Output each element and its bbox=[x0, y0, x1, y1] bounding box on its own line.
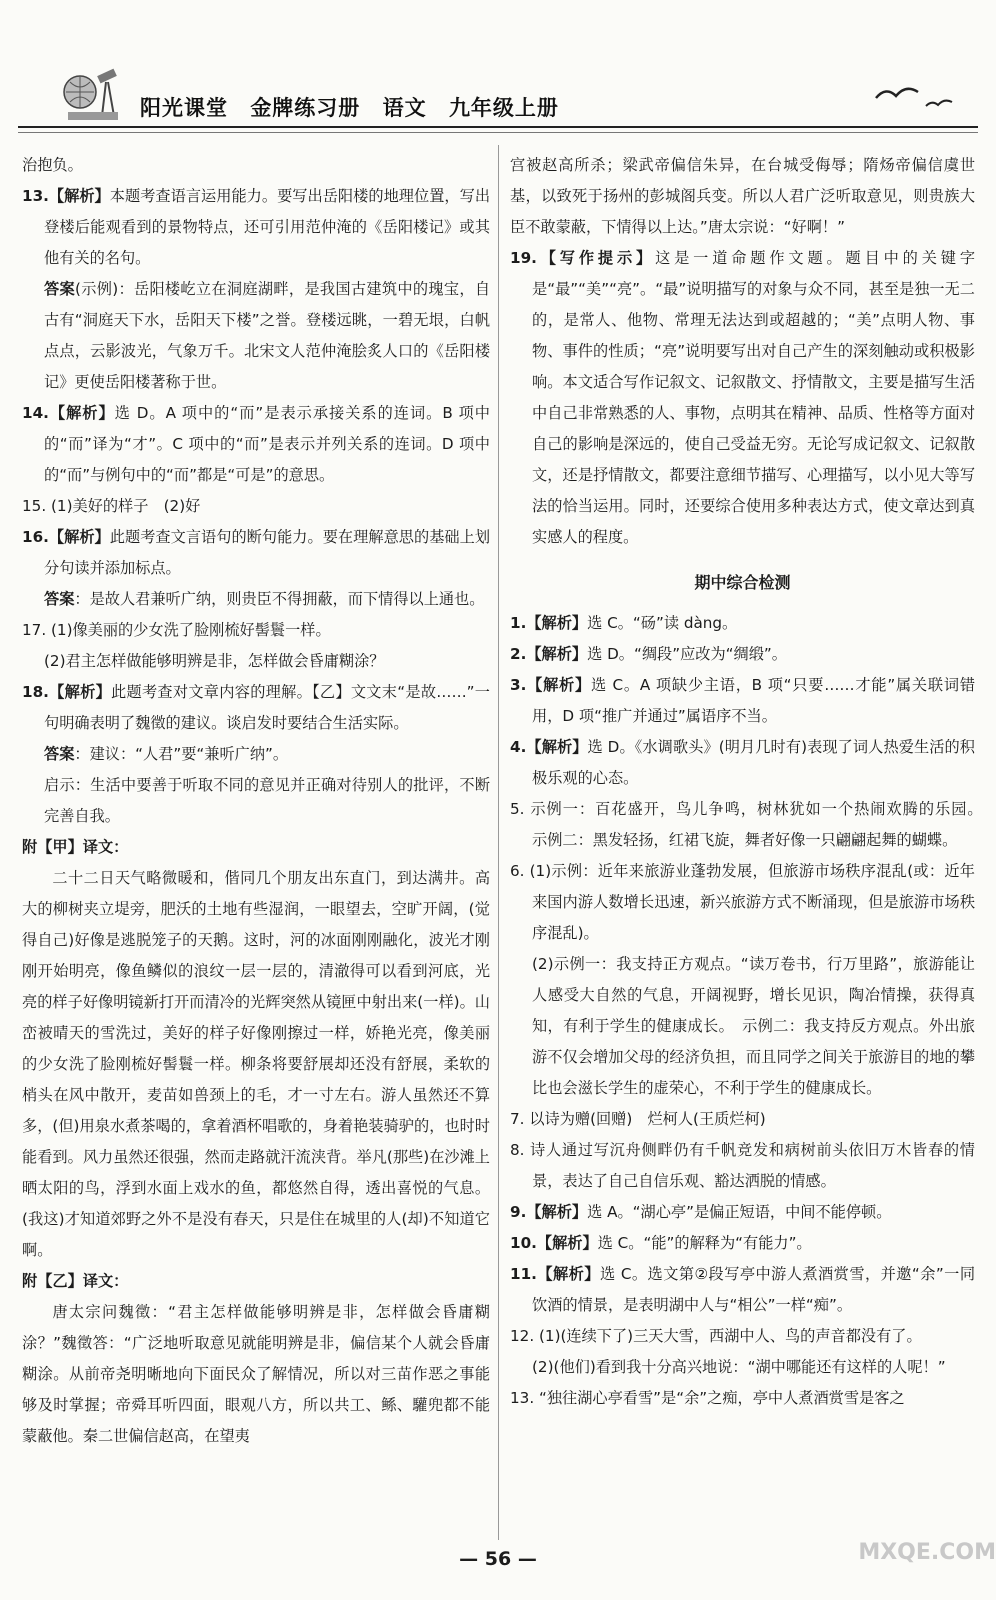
answer-6-2: (2)示例一：我支持正方观点。“读万卷书，行万里路”，旅游能让人感受大自然的气息，开阔视野，增长见识，陶冶情操，获得真知，有利于学生的健康成长。 示例二：我支持反方观点。外出旅游不仅会增加父母的经济负担，而且同学之间关于旅游目的地的攀比也会滋长学生的虚荣心，不利于学生的健康成长。 bbox=[532, 955, 975, 1097]
column-divider bbox=[498, 145, 499, 1540]
answer-10 bbox=[510, 1228, 975, 1259]
answer-11 bbox=[510, 1259, 975, 1321]
answer-16-key bbox=[22, 584, 490, 615]
answer-tag: 19.【写作提示】 bbox=[510, 249, 656, 267]
answer-tag: 16.【解析】 bbox=[22, 528, 110, 546]
answer-text: 选 D。“绸段”应改为“绸缎”。 bbox=[587, 645, 787, 663]
answer-label: 答案 bbox=[44, 745, 75, 763]
right-column bbox=[510, 150, 991, 1414]
answer-tag: 1.【解析】 bbox=[510, 614, 588, 632]
answer-tag: 11.【解析】 bbox=[510, 1265, 600, 1283]
page-header bbox=[0, 0, 996, 150]
answer-text: 选 C。“能”的解释为“有能力”。 bbox=[597, 1234, 812, 1252]
subject-name: 语文 bbox=[382, 96, 427, 120]
answer-tag: 9.【解析】 bbox=[510, 1203, 588, 1221]
translation-jia-heading: 附【甲】译文： bbox=[22, 838, 129, 856]
answer-1 bbox=[510, 608, 975, 639]
translation-yi-heading: 附【乙】译文： bbox=[22, 1272, 129, 1290]
answer-text: ：是故人君兼听广纳，则贵臣不得拥蔽，而下情得以上通也。 bbox=[74, 590, 485, 608]
answer-tag: 14.【解析】 bbox=[22, 404, 115, 422]
answer-tag: 10.【解析】 bbox=[510, 1234, 598, 1252]
answer-text: 选 D。A 项中的“而”是表示承接关系的连词。B 项中的“而”译为“才”。C 项中的“而”是表示并列关系的连词。D 项中的“而”与例句中的“而”都是“可是”的意思。 bbox=[44, 404, 490, 484]
answer-text: 选 C。“砀”读 dàng。 bbox=[587, 614, 738, 632]
answer-19 bbox=[510, 243, 975, 553]
answer-5: 5. 示例一：百花盛开，鸟儿争鸣，树林犹如一个热闹欢腾的乐园。 示例二：黑发轻扬，红裙飞旋，舞者好像一只翩翩起舞的蝴蝶。 bbox=[510, 800, 991, 849]
answer-tag: 4.【解析】 bbox=[510, 738, 588, 756]
birds-icon bbox=[866, 76, 956, 116]
answer-text: 选 C。A 项缺少主语，B 项“只要……才能”属关联词错用，D 项“推广并通过”属语序不当。 bbox=[532, 676, 976, 725]
answer-text: 本题考查语言运用能力。要写出岳阳楼的地理位置，写出登楼后能观看到的景物特点，还可引用范仲淹的《岳阳楼记》或其他有关的名句。 bbox=[44, 187, 491, 267]
header-rule bbox=[18, 126, 978, 128]
answer-tag: 18.【解析】 bbox=[22, 683, 112, 701]
answer-4 bbox=[510, 732, 975, 794]
brand-name: 阳光课堂 bbox=[140, 96, 228, 120]
answer-label: 答案 bbox=[44, 280, 75, 298]
answer-text: 此题考查文言语句的断句能力。要在理解意思的基础上划分句读并添加标点。 bbox=[44, 528, 491, 577]
answer-text: ：建议：“人君”要“兼听广纳”。 bbox=[74, 745, 289, 763]
answer-17-1: 17. (1)像美丽的少女洗了脸刚梳好髻鬟一样。 bbox=[22, 621, 331, 639]
answer-9 bbox=[510, 1197, 975, 1228]
answer-18-inspiration: 启示：生活中要善于听取不同的意见并正确对待别人的批评，不断完善自我。 bbox=[44, 776, 490, 825]
left-column bbox=[22, 150, 490, 1452]
header-title bbox=[140, 92, 573, 122]
answer-18 bbox=[22, 677, 490, 739]
answer-tag: 13.【解析】 bbox=[22, 187, 110, 205]
answer-2 bbox=[510, 639, 975, 670]
page-number: — 56 — bbox=[459, 1548, 537, 1570]
answer-13 bbox=[22, 181, 490, 274]
continued-translation: 宫被赵高所杀；梁武帝偏信朱异，在台城受侮辱；隋炀帝偏信虞世基，以致死于扬州的彭城阁兵变。所以人君广泛听取意见，则贵族大臣不敢蒙蔽，下情得以上达。”唐太宗说：“好啊！” bbox=[510, 156, 975, 236]
answer-text: 选 C。选文第②段写亭中游人煮酒赏雪，并邀“余”一同饮酒的情景，是表明湖中人与“相公”一样“痴”。 bbox=[532, 1265, 975, 1314]
watermark: MXQE.COM bbox=[858, 1540, 996, 1565]
answer-3 bbox=[510, 670, 975, 732]
answer-13-key bbox=[22, 274, 490, 398]
continued-text: 治抱负。 bbox=[22, 156, 83, 174]
answer-15: 15. (1)美好的样子 (2)好 bbox=[22, 497, 201, 515]
answer-text: 选 A。“湖心亭”是偏正短语，中间不能停顿。 bbox=[587, 1203, 892, 1221]
answer-7: 7. 以诗为赠(回赠) 烂柯人(王质烂柯) bbox=[510, 1110, 766, 1128]
answer-14 bbox=[22, 398, 490, 491]
answer-text: 选 D。《水调歌头》(明月几时有)表现了词人热爱生活的积极乐观的心态。 bbox=[532, 738, 975, 787]
answer-tag: 2.【解析】 bbox=[510, 645, 588, 663]
answer-13-right: 13. “独往湖心亭看雪”是“余”之痴，亭中人煮酒赏雪是客之 bbox=[510, 1389, 905, 1407]
grade-name: 九年级上册 bbox=[448, 96, 559, 120]
answer-text: 这是一道命题作文题。题目中的关键字是“最”“美”“亮”。“最”说明描写的对象与众不同，甚至是独一无二的，是常人、他物、常理无法达到或超越的；“美”点明人物、事物、事件的性质；“亮”说明要写出对自己产生的深刻触动或积极影响。本文适合写作记叙文、记叙散文、抒情散文，主要是描写生活中自己非常熟悉的人、事物，点明其在精神、品质、性格等方面对自己的影响是深远的，使自己受益无穷。无论写成记叙文、记叙散文，还是抒情散文，都要注意细节描写、心理描写，以小见大等写法的恰当运用。同时，还要综合使用多种表达方式，使文章达到真实感人的程度。 bbox=[532, 249, 976, 546]
answer-12-1: 12. (1)(连续下了)三天大雪，西湖中人、鸟的声音都没有了。 bbox=[510, 1327, 922, 1345]
section-title: 期中综合检测 bbox=[694, 573, 791, 592]
answer-12-2: (2)(他们)看到我十分高兴地说：“湖中哪能还有这样的人呢！” bbox=[532, 1358, 946, 1376]
globe-telescope-icon bbox=[58, 58, 128, 128]
series-name: 金牌练习册 bbox=[250, 96, 361, 120]
answer-text: (示例)：岳阳楼屹立在洞庭湖畔，是我国古建筑中的瑰宝，自古有“洞庭天下水，岳阳天下楼”之誉。登楼远眺，一碧无垠，白帆点点，云影波光，气象万千。北宋文人范仲淹脍炙人口的《岳阳楼记》更使岳阳楼著称于世。 bbox=[44, 280, 491, 391]
answer-18-key bbox=[22, 739, 490, 770]
answer-label: 答案 bbox=[44, 590, 75, 608]
answer-6-1: 6. (1)示例：近年来旅游业蓬勃发展，但旅游市场秩序混乱(或：近年来国内游人数增长迅速，新兴旅游方式不断涌现，但是旅游市场秩序混乱)。 bbox=[510, 862, 975, 942]
header-rule-thin bbox=[18, 132, 978, 133]
answer-text: 此题考查对文章内容的理解。【乙】文文末“是故……”一句明确表明了魏徵的建议。谈启发时要结合生活实际。 bbox=[44, 683, 490, 732]
answer-8: 8. 诗人通过写沉舟侧畔仍有千帆竞发和病树前头依旧万木皆春的情景，表达了自己自信乐观、豁达洒脱的情感。 bbox=[510, 1141, 975, 1190]
translation-jia: 二十二日天气略微暖和，偕同几个朋友出东直门，到达满井。高大的柳树夹立堤旁，肥沃的土地有些湿润，一眼望去，空旷开阔，(觉得自己)好像是逃脱笼子的天鹅。这时，河的冰面刚刚融化，波光才刚刚开始明亮，像鱼鳞似的浪纹一层一层的，清澈得可以看到河底，光亮的样子好像明镜新打开而清冷的光辉突然从镜匣中射出来(一样)。山峦被晴天的雪洗过，美好的样子好像刚擦过一样，娇艳光亮，像美丽的少女洗了脸刚梳好髻鬟一样。柳条将要舒展却还没有舒展，柔软的梢头在风中散开，麦苗如兽颈上的毛，才一寸左右。游人虽然还不算多，(但)用泉水煮茶喝的，拿着酒杯唱歌的，身着艳装骑驴的，也时时能看到。风力虽然还很强，然而走路就汗流浃背。举凡(那些)在沙滩上晒太阳的鸟，浮到水面上戏水的鱼，都悠然自得，透出喜悦的气息。(我这)才知道郊野之外不是没有春天，只是住在城里的人(却)不知道它啊。 bbox=[22, 869, 490, 1259]
translation-yi: 唐太宗问魏徵：“君主怎样做能够明辨是非，怎样做会昏庸糊涂？”魏徵答：“广泛地听取意见就能明辨是非，偏信某个人就会昏庸糊涂。从前帝尧明晰地向下面民众了解情况，所以对三苗作恶之事能够及时掌握；帝舜耳听四面，眼观八方，所以共工、鲧、驩兜都不能蒙蔽他。秦二世偏信赵高，在望夷 bbox=[22, 1303, 490, 1445]
answer-16 bbox=[22, 522, 490, 584]
answer-17-2: (2)君主怎样做能够明辨是非，怎样做会昏庸糊涂？ bbox=[44, 652, 385, 670]
answer-tag: 3.【解析】 bbox=[510, 676, 591, 694]
